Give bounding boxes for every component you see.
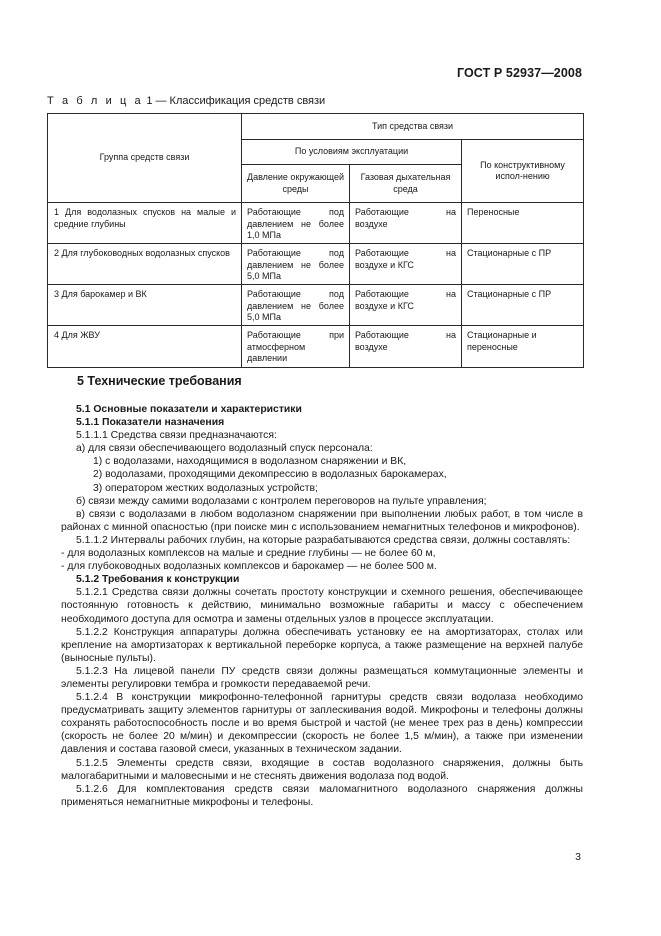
cell-gas: Работающие на воздухе и КГС: [350, 285, 462, 326]
subsection-5-1-title: 5.1 Основные показатели и характеристики: [76, 404, 302, 415]
depth-item-1: - для водолазных комплексов на малые и средние глубины — не более 60 м,: [61, 548, 436, 560]
subsection-5-1-1-title: 5.1.1 Показатели назначения: [76, 417, 225, 429]
cell-gas: Работающие на воздухе: [350, 203, 462, 244]
table-row: [48, 285, 584, 326]
depth-item-2: - для глубоководных водолазных комплексов и барокамер — не более 500 м.: [61, 561, 437, 573]
header-constructive: По конструктивному испол-нению: [462, 140, 584, 203]
table-caption: [47, 95, 325, 107]
table-row: [48, 326, 584, 368]
paragraph-5-1-1-2: 5.1.1.2 Интервалы рабочих глубин, на которые разрабатываются средства связи, должны составлять:: [76, 534, 571, 546]
paragraph-5-1-2-2: 5.1.2.2 Конструкция аппаратуры должна обеспечивать установку ее на амортизаторах, столах или крепление на амортизаторах к вертикальной переборке корпуса, а также размещение на верхней палубе (выносные пульты).: [61, 626, 583, 664]
paragraph-5-1-2-1: 5.1.2.1 Средства связи должны сочетать простоту конструкции и схемного решения, обеспечивающее постоянную готовность к действию, минимально возможные габариты и массу с обеспечением необходимого доступа для осмотра и замены отдельных узлов в процессе эксплуатации.: [61, 587, 583, 625]
cell-constructive: Переносные: [462, 203, 584, 244]
section-5-body: [61, 403, 583, 809]
header-gas: Газовая дыхательная среда: [350, 165, 462, 203]
header-pressure: Давление окружающей среды: [242, 165, 350, 203]
cell-pressure: Работающие под давлением не более 5,0 МПа: [242, 285, 350, 326]
list-item-v: в) связи с водолазами в любом водолазном снаряжении при выполнении любых работ, в том числе в районах с минной опасностью (при поиске мин с использованием немагнитных телефонов и микрофонов).: [61, 508, 583, 533]
cell-group: 4 Для ЖВУ: [48, 326, 242, 368]
cell-group: 2 Для глубоководных водолазных спусков: [48, 244, 242, 285]
list-item-a-1: 1) с водолазами, находящимися в водолазном снаряжении и ВК,: [93, 456, 407, 468]
table-caption-text: 1 — Классификация средств связи: [146, 95, 326, 107]
table-row: [48, 203, 584, 244]
header-type: Тип средства связи: [242, 114, 584, 140]
cell-pressure: Работающие под давлением не более 5,0 МПа: [242, 244, 350, 285]
cell-constructive: Стационарные с ПР: [462, 244, 584, 285]
table-caption-prefix: Т а б л и ц а: [47, 95, 144, 107]
list-item-a-3: 3) оператором жестких водолазных устройств;: [93, 482, 318, 494]
cell-pressure: Работающие под давлением не более 1,0 МПа: [242, 203, 350, 244]
section-5-title: 5 Технические требования: [77, 374, 242, 388]
cell-constructive: Стационарные и переносные: [462, 326, 584, 368]
cell-gas: Работающие на воздухе и КГС: [350, 244, 462, 285]
list-item-b: б) связи между самими водолазами с контролем переговоров на пульте управления;: [76, 495, 487, 507]
paragraph-5-1-2-4: 5.1.2.4 В конструкции микрофонно-телефонной гарнитуры средств связи водолаза необходимо предусматривать защиту элементов гарнитуры от заплескивания водой. Микрофоны и телефоны должны сохранять работоспособность после и во время быстрой и частой (не менее трех раз в день) компрессии (скорость не более 20 м/мин) и декомпрессии (скорость не более 1,5 м/мин), а также при изменении давления и состава газовой смеси, указанных в техническом задании.: [61, 692, 583, 756]
cell-gas: Работающие на воздухе: [350, 326, 462, 368]
list-item-a-2: 2) водолазами, проходящими декомпрессию в водолазных барокамерах,: [93, 469, 447, 481]
list-item-a: а) для связи обеспечивающего водолазный спуск персонала:: [76, 443, 373, 455]
cell-group: 1 Для водолазных спусков на малые и средние глубины: [48, 203, 242, 244]
paragraph-5-1-1-1: 5.1.1.1 Средства связи предназначаются:: [76, 430, 277, 442]
classification-table: [47, 113, 584, 368]
paragraph-5-1-2-3: 5.1.2.3 На лицевой панели ПУ средств связи должны размещаться коммутационные элементы и элементы регулировки тембра и громкости передаваемой речи.: [61, 665, 583, 690]
cell-group: 3 Для барокамер и ВК: [48, 285, 242, 326]
header-group: Группа средств связи: [48, 114, 242, 203]
page-number: 3: [575, 851, 581, 863]
subsection-5-1-2-title: 5.1.2 Требования к конструкции: [76, 574, 240, 586]
cell-constructive: Стационарные с ПР: [462, 285, 584, 326]
document-id-header: ГОСТ Р 52937—2008: [456, 66, 582, 80]
paragraph-5-1-2-5: 5.1.2.5 Элементы средств связи, входящие в состав водолазного снаряжения, должны быть малогабаритными и маловесными и не стеснять движения водолаза под водой.: [61, 757, 583, 782]
cell-pressure: Работающие при атмосферном давлении: [242, 326, 350, 368]
paragraph-5-1-2-6: 5.1.2.6 Для комплектования средств связи маломагнитного водолазного снаряжения должны применяться немагнитные микрофоны и телефоны.: [61, 783, 583, 808]
table-row: [48, 244, 584, 285]
header-operating: По условиям эксплуатации: [242, 140, 462, 165]
